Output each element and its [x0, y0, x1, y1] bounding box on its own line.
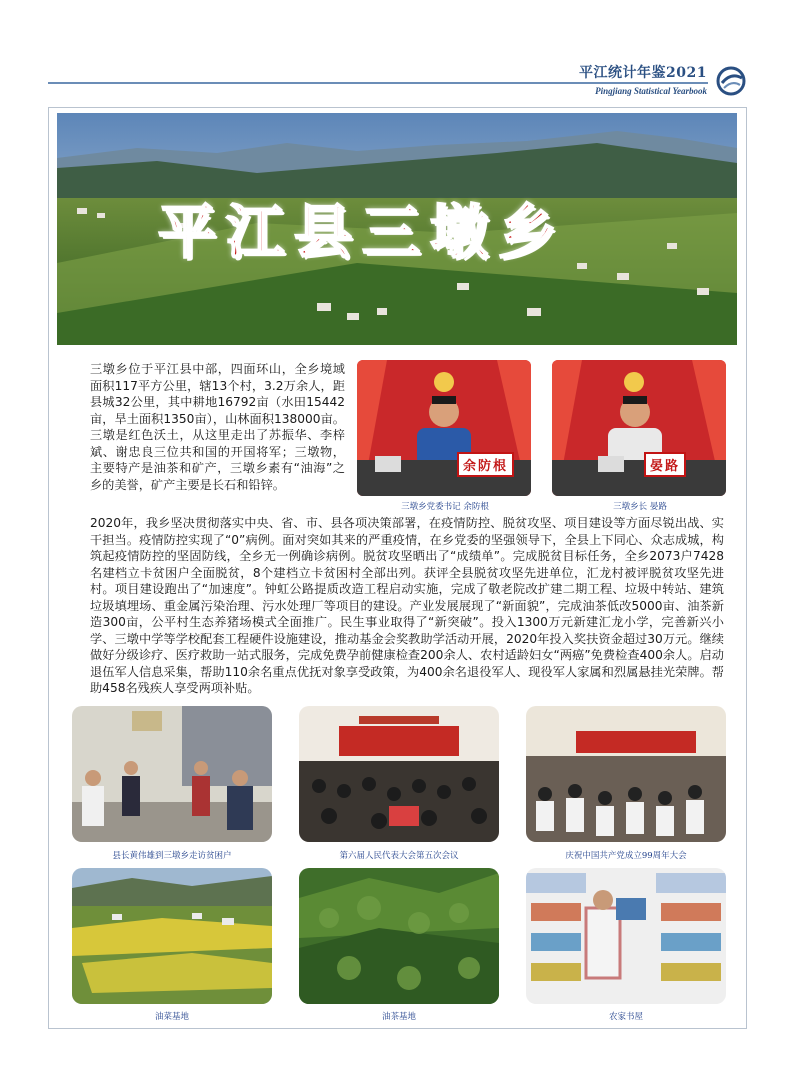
camellia-base-photo [299, 868, 499, 1004]
photo-caption-6: 农家书屋 [608, 1012, 643, 1022]
photo-caption-3: 庆祝中国共产党成立99周年大会 [565, 851, 687, 861]
party-secretary-caption: 三墩乡党委书记 余防根 [401, 502, 489, 512]
header-divider [48, 82, 708, 84]
photo-caption-2: 第六届人民代表大会第五次会议 [339, 851, 459, 861]
yearbook-title: 平江统计年鉴2021 [579, 65, 707, 81]
photo-caption-4: 油菜基地 [154, 1012, 189, 1022]
yearbook-logo-icon [716, 66, 746, 96]
township-head-caption: 三墩乡长 晏路 [613, 502, 667, 512]
party-anniversary-photo [526, 706, 726, 842]
photo-caption-5: 油茶基地 [381, 1012, 416, 1022]
photo-caption-1: 县长黄伟雄到三墩乡走访贫困户 [112, 851, 232, 861]
rapeseed-base-photo [72, 868, 272, 1004]
nameplate: 余防根 [457, 452, 514, 477]
farmers-library-photo [526, 868, 726, 1004]
yearbook-subtitle: Pingjiang Statistical Yearbook [595, 86, 707, 96]
poverty-visit-photo [72, 706, 272, 842]
intro-paragraph: 三墩乡位于平江县中部，四面环山，全乡境域面积117平方公里，辖13个村，3.2万余人，距县城32公里，其中耕地16792亩（水田15442亩，旱土面积1350亩），山林面积138000亩。三墩是红色沃土，从这里走出了苏振华、李梓斌、谢忠良三位共和国的开国将军；三墩物，主要特产是油茶和矿产，三墩乡素有“油海”之乡的美誉，矿产主要是长石和铅锌。 [90, 362, 345, 492]
nameplate: 晏路 [644, 452, 686, 477]
congress-meeting-photo [299, 706, 499, 842]
township-head-photo [552, 360, 726, 496]
party-secretary-photo [357, 360, 531, 496]
hero-title: 平江县三墩乡 [158, 198, 567, 266]
main-paragraph: 2020年，我乡坚决贯彻落实中央、省、市、县各项决策部署，在疫情防控、脱贫攻坚、项目建设等方面尽锐出战、实干担当。疫情防控实现了“0”病例。面对突如其来的严重疫情，在乡党委的坚强领导下，全县上下同心、众志成城，构筑起疫情防控的坚固防线，全乡无一例确诊病例。脱贫攻坚晒出了“成绩单”。完成脱贫目标任务，全乡2073户7428名建档立卡贫困户全面脱贫，8个建档立卡贫困村全部出列。获评全县脱贫攻坚先进单位，汇龙村被评脱贫攻坚先进村。项目建设跑出了“加速度”。钟虹公路提质改造工程启动实施，完成了敬老院改扩建二期工程、垃圾中转站、建筑垃圾填埋场、重金属污染治理、污水处理厂等项目的建设。产业发展展现了“新面貌”，完成油茶低改5000亩、油茶新造300亩，公平村生态养猪场模式全面推广。民生事业取得了“新突破”。投入1300万元新建汇龙小学，完善新兴小学、三墩中学等学校配套工程硬件设施建设，推动基金会奖教助学活动开展，2020年投入奖扶资金超过30万元。继续做好分级诊疗、医疗救助一站式服务，完成免费孕前健康检查200余人、农村适龄妇女“两癌”免费检查400余人。启动退伍军人信息采集，帮助110余名重点优抚对象享受政策，为400余名退役军人、现役军人家属和烈属悬挂光荣牌。帮助458名残疾人享受两项补贴。 [90, 516, 724, 695]
